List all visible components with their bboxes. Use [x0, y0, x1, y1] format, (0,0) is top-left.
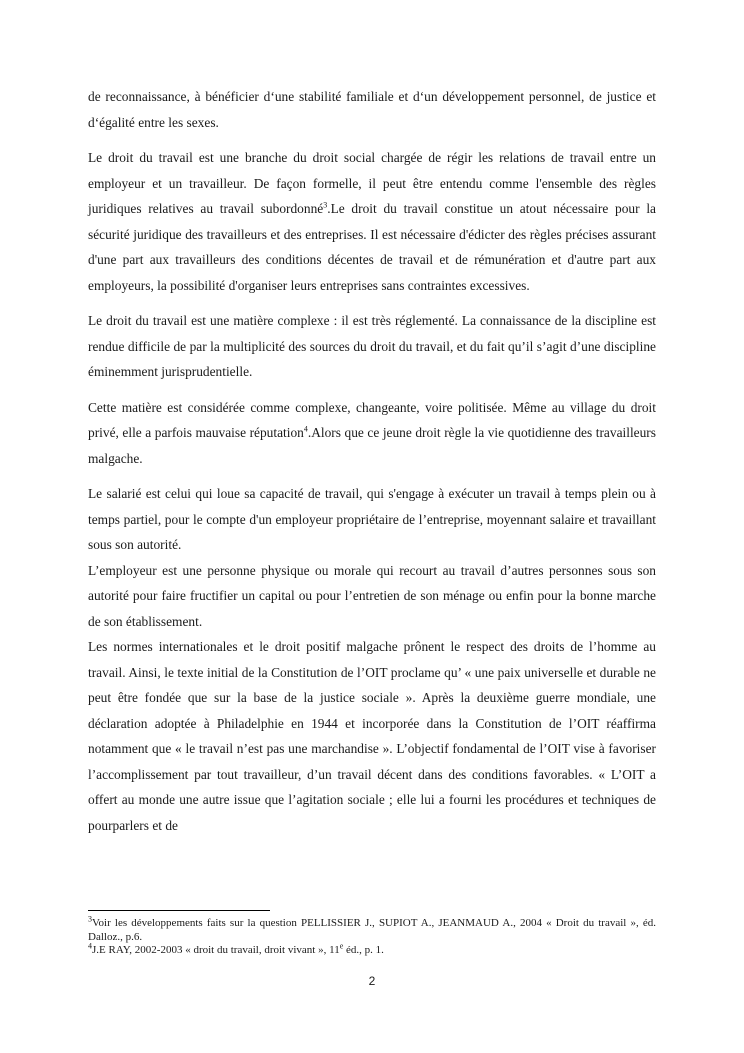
- document-body: [88, 84, 656, 838]
- footnote-separator: [88, 910, 270, 911]
- footnote-4-number: 4: [88, 941, 92, 951]
- footnote-ref-3[interactable]: 3: [323, 200, 328, 210]
- page-number: 2: [368, 974, 376, 988]
- footnote-3-text: Voir les développements faits sur la question PELLISSIER J., SUPIOT A., JEANMAUD A., 2004 « Droit du travail », éd. Dalloz., p.6.: [88, 917, 656, 943]
- footnote-4-text-b: éd., p. 1.: [343, 944, 384, 956]
- paragraph-1: de reconnaissance, à bénéficier d‘une stabilité familiale et d‘un développement personnel, de justice et d‘égalité entre les sexes.: [88, 89, 656, 130]
- paragraph-5: Le salarié est celui qui loue sa capacité de travail, qui s'engage à exécuter un travail à temps plein ou à temps partiel, pour le compte d'un employeur propriétaire de l’entreprise, moyennant salaire et travaillant sous son autorité.: [88, 486, 656, 552]
- paragraph-2-part-a: Le droit du travail est une branche du droit social chargée de régir les relations de travail entre un employeur et un travailleur. De façon formelle, il peut être entendu comme l'ensemble des règles juridiques relatives au travail subordonné: [88, 150, 656, 216]
- footnote-4: [88, 941, 656, 958]
- paragraph-4: [88, 395, 656, 472]
- footnote-4-sup: e: [339, 941, 344, 951]
- paragraph-4-part-b: .Alors que ce jeune droit règle la vie quotidienne des travailleurs malgache.: [88, 425, 656, 466]
- footnotes: [88, 914, 656, 958]
- paragraph-2-part-b: .Le droit du travail constitue un atout nécessaire pour la sécurité juridique des travailleurs et des entreprises. Il est nécessaire d'édicter des règles précises assurant d'une part aux travailleurs des conditions décentes de travail et de rémunération et d'autre part aux employeurs, la possibilité d'organiser leurs entreprises sans contraintes excessives.: [88, 201, 656, 293]
- paragraph-4-part-a: Cette matière est considérée comme complexe, changeante, voire politisée. Même au village du droit privé, elle a parfois mauvaise réputation: [88, 399, 656, 440]
- paragraph-2: [88, 145, 656, 298]
- paragraph-6: L’employeur est une personne physique ou morale qui recourt au travail d’autres personnes sous son autorité pour faire fructifier un capital ou pour l’entretien de son ménage ou enfin pour la bonne marche de son établissement.: [88, 562, 656, 629]
- footnote-ref-4[interactable]: 4: [303, 424, 308, 434]
- footnote-4-text-a: J.E RAY, 2002-2003 « droit du travail, droit vivant », 11: [92, 944, 340, 956]
- footnote-3-number: 3: [88, 914, 92, 924]
- paragraph-3: Le droit du travail est une matière complexe : il est très réglementé. La connaissance de la discipline est rendue difficile de par la multiplicité des sources du droit du travail, et du fait qu’il s’agit d’une discipline éminemment jurisprudentielle.: [88, 313, 656, 379]
- footnote-3: [88, 914, 656, 944]
- paragraph-7: Les normes internationales et le droit positif malgache prônent le respect des droits de l’homme au travail. Ainsi, le texte initial de la Constitution de l’OIT proclame qu’ « une paix universelle et durable ne peut être fondée que sur la base de la justice sociale ». Après la deuxième guerre mondiale, une déclaration adoptée à Philadelphie en 1944 et incorporée dans la Constitution de l’OIT réaffirma notamment que « le travail n’est pas une marchandise ». L’objectif fondamental de l’OIT vise à favoriser l’accomplissement par tout travailleur, d’un travail décent dans des conditions favorables. « L’OIT a offert au monde une autre issue que l’agitation sociale ; elle lui a fourni les procédures et techniques de pourparlers et de: [88, 639, 656, 833]
